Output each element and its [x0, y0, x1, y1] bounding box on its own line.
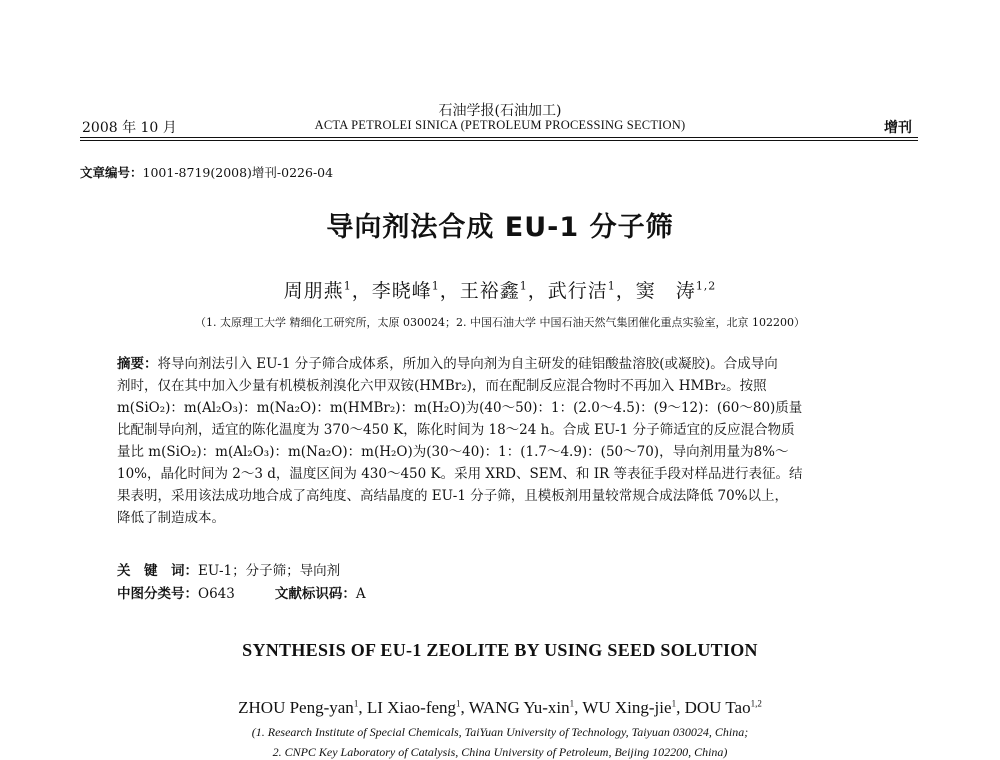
paper-title-cn: 导向剂法合成 EU-1 分子筛: [326, 212, 674, 243]
author-name-en: WU Xing-jie: [582, 698, 672, 717]
abstract-line: 量比 m(SiO₂)：m(Al₂O₃)：m(Na₂O)：m(H₂O)为(30～40)：1：(1.7～4.9)：(50～70)，导向剂用量为8%～: [117, 444, 789, 460]
keywords: [117, 559, 340, 579]
article-number: [80, 163, 333, 181]
author-name: 李晓峰: [371, 280, 432, 302]
journal-title-cn: 石油学报(石油加工): [438, 103, 562, 119]
classification-value: O643: [198, 586, 235, 602]
header-rule-top: [80, 137, 918, 138]
abstract-line: 剂时，仅在其中加入少量有机模板剂溴化六甲双铵(HMBr₂)，而在配制反应混合物时不再加入 HMBr₂。按照: [117, 378, 767, 394]
keywords-label: 关 键 词：: [117, 563, 198, 579]
issue-date: 2008 年 10 月: [82, 120, 177, 136]
abstract-label: 摘要：: [117, 356, 158, 372]
document-code-label: 文献标识码：: [274, 586, 356, 602]
author-name: 窦 涛: [635, 280, 696, 302]
issue-label: 增刊: [884, 120, 912, 136]
affiliation-en-line-2: 2. CNPC Key Laboratory of Catalysis, China University of Petroleum, Beijing 102200, China): [272, 745, 728, 759]
abstract-cn: [117, 353, 887, 529]
author-name: 周朋燕: [283, 280, 344, 302]
author-affiliation-mark: 1: [671, 698, 677, 709]
abstract-line: 比配制导向剂，适宜的陈化温度为 370～450 K，陈化时间为 18～24 h。合成 EU-1 分子筛适宜的反应混合物质: [117, 422, 795, 438]
author-affiliation-mark: 1,2: [750, 698, 762, 709]
author-affiliation-mark: 1: [353, 698, 359, 709]
journal-title-en: ACTA PETROLEI SINICA (PETROLEUM PROCESSING SECTION): [314, 118, 686, 132]
author-affiliation-mark: 1: [456, 698, 461, 709]
affiliation-cn: （1. 太原理工大学 精细化工研究所，太原 030024；2. 中国石油大学 中国石油天然气集团催化重点实验室，北京 102200）: [195, 316, 805, 329]
author-affiliation-mark: 1: [607, 279, 616, 293]
author-name-en: LI Xiao-feng: [366, 698, 457, 717]
abstract-line: m(SiO₂)：m(Al₂O₃)：m(Na₂O)：m(HMBr₂)：m(H₂O)为(40～50)：1：(2.0～4.5)：(9～12)：(60～80)质量: [117, 400, 803, 416]
abstract-line: 降低了制造成本。: [117, 510, 225, 526]
affiliation-en-line-1: (1. Research Institute of Special Chemicals, TaiYuan University of Technology, Taiyuan 030024, China;: [251, 725, 749, 739]
classification: [117, 582, 366, 602]
authors-cn: 周朋燕$^1$，李晓峰$^1$，王裕鑫$^1$，武行洁$^1$，窦 涛$^{1,2}$: [283, 279, 717, 302]
header-rule-bottom: [80, 140, 918, 141]
author-name-en: ZHOU Peng-yan: [238, 698, 354, 717]
abstract-line: 果表明，采用该法成功地合成了高纯度、高结晶度的 EU-1 分子筛，且模板剂用量较常规合成法降低 70%以上，: [117, 488, 789, 504]
article-number-label: 文章编号：: [80, 165, 143, 180]
author-name: 王裕鑫: [459, 280, 520, 302]
author-affiliation-mark: 1: [569, 698, 575, 709]
author-affiliation-mark: 1,2: [695, 279, 717, 293]
article-number-value: 1001-8719(2008)增刊-0226-04: [142, 165, 334, 180]
author-name-en: DOU Tao: [684, 698, 751, 717]
author-affiliation-mark: 1: [431, 279, 440, 293]
abstract-line: 摘要：将导向剂法引入 EU-1 分子筛合成体系，所加入的导向剂为自主研发的硅铝酸盐溶胶(或凝胶)。合成导向: [117, 356, 778, 372]
author-affiliation-mark: 1: [519, 279, 528, 293]
author-affiliation-mark: 1: [343, 279, 352, 293]
keywords-value: EU-1；分子筛；导向剂: [198, 563, 341, 579]
author-name: 武行洁: [547, 280, 608, 302]
document-code-value: A: [355, 586, 366, 602]
paper-title-en: SYNTHESIS OF EU-1 ZEOLITE BY USING SEED SOLUTION: [242, 640, 758, 660]
author-name-en: WANG Yu-xin: [468, 698, 570, 717]
classification-label: 中图分类号：: [117, 586, 198, 602]
authors-en: ZHOU Peng-yan$^1$, LI Xiao-feng$^1$, WANG Yu-xin$^1$, WU Xing-jie$^1$, DOU Tao$^{1,2}$: [238, 698, 762, 717]
abstract-line: 10%，晶化时间为 2～3 d，温度区间为 430～450 K。采用 XRD、SEM、和 IR 等表征手段对样品进行表征。结: [117, 466, 803, 482]
